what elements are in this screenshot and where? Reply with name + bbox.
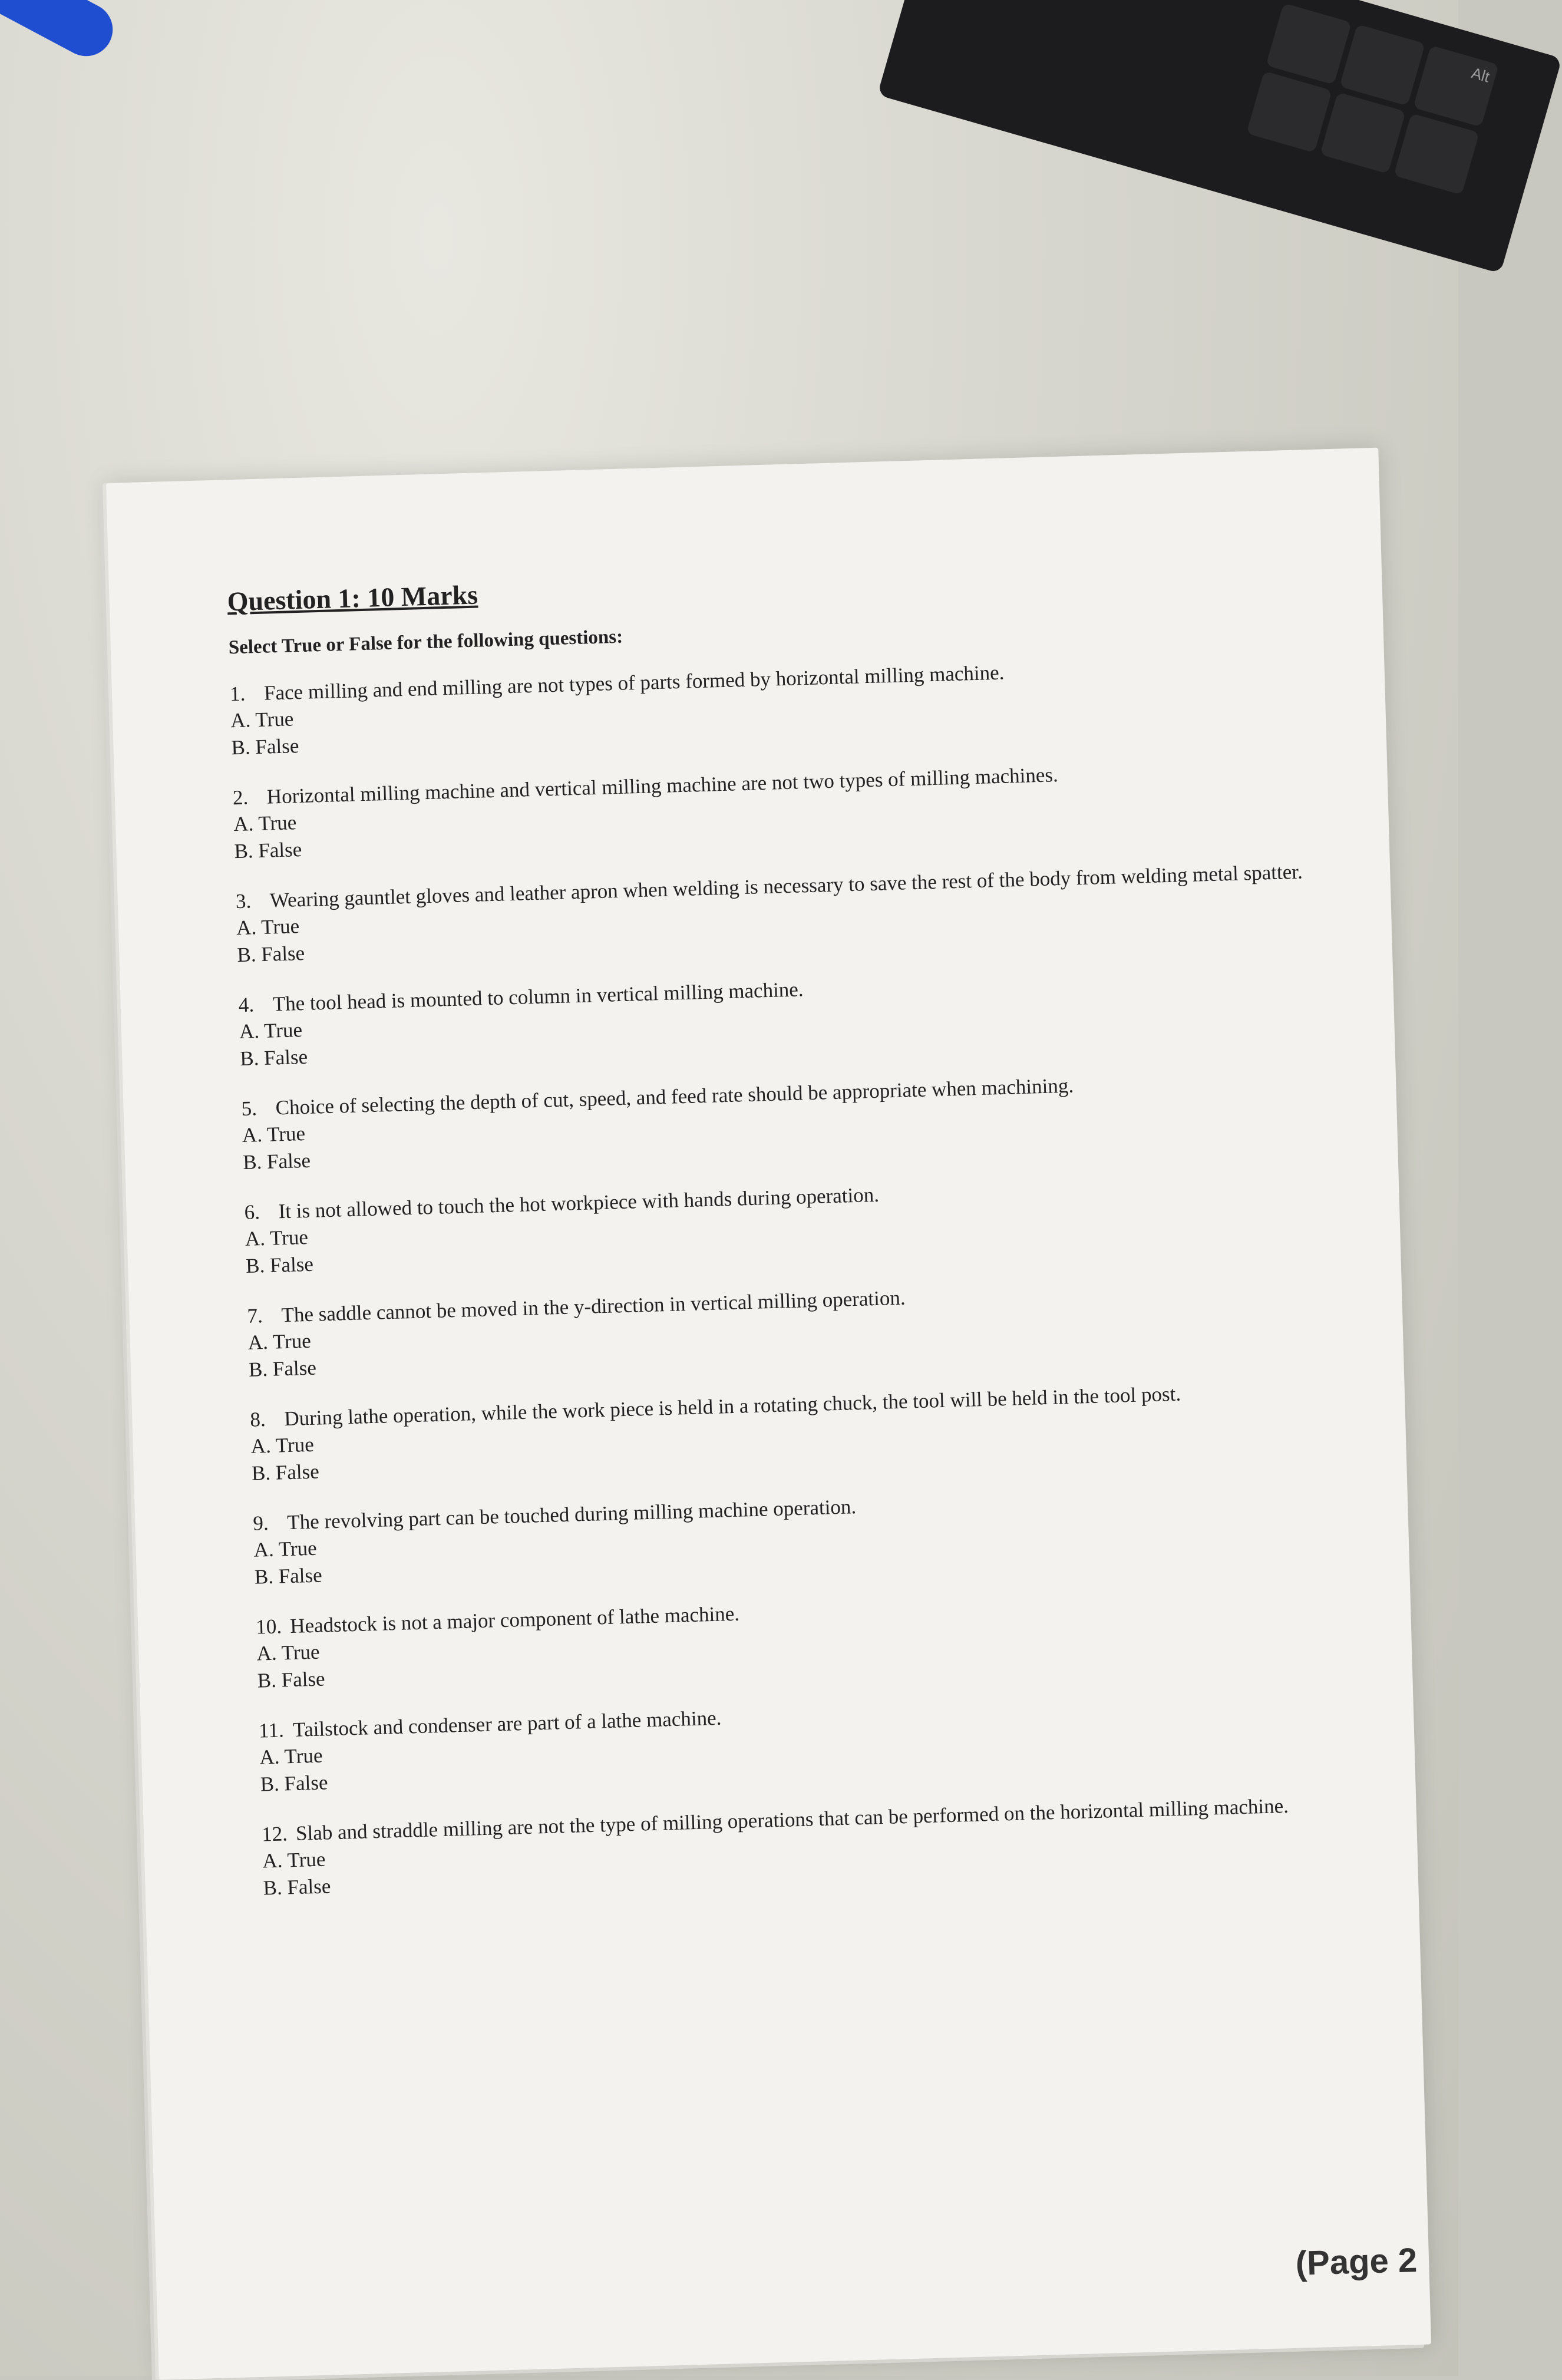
option-true: A. True (239, 1018, 303, 1044)
question-text: Wearing gauntlet gloves and leather apron when welding is necessary to save the rest of the body from welding metal spatter. (269, 860, 1303, 912)
question-text: Choice of selecting the depth of cut, speed, and feed rate should be appropriate when machining. (275, 1074, 1074, 1120)
question-number: 10. (255, 1615, 282, 1639)
option-false: B. False (242, 1148, 311, 1174)
option-false: B. False (239, 1045, 308, 1071)
question-number: 1. (229, 682, 246, 706)
question-item (229, 650, 1350, 761)
question-number: 11. (258, 1718, 285, 1742)
question-item (250, 1376, 1371, 1487)
question-text: Tailstock and condenser are part of a lathe machine. (292, 1706, 722, 1741)
question-item (262, 1790, 1383, 1902)
keyboard-key (1266, 3, 1352, 85)
option-true: A. True (233, 811, 297, 836)
option-true: A. True (230, 707, 294, 732)
question-list (229, 650, 1382, 1902)
option-true: A. True (236, 915, 300, 940)
option-true: A. True (262, 1847, 326, 1873)
option-false: B. False (260, 1771, 328, 1796)
question-number: 5. (241, 1097, 257, 1120)
option-false: B. False (236, 941, 305, 967)
question-item (244, 1168, 1365, 1280)
option-false: B. False (245, 1252, 314, 1278)
option-true: A. True (256, 1640, 321, 1665)
question-number: 7. (247, 1304, 263, 1328)
keyboard-key (1246, 71, 1332, 153)
instruction-text: Select True or False for the following questions: (228, 626, 623, 659)
option-false: B. False (248, 1356, 317, 1381)
question-item (253, 1480, 1374, 1591)
exam-paper (106, 448, 1431, 2380)
question-item (256, 1583, 1377, 1695)
question-item (232, 754, 1353, 865)
question-number: 9. (252, 1511, 269, 1535)
question-text: Headstock is not a major component of lathe machine. (289, 1602, 740, 1638)
option-false: B. False (231, 734, 299, 760)
question-number: 12. (261, 1822, 288, 1846)
option-false: B. False (254, 1563, 323, 1589)
question-number: 8. (249, 1408, 266, 1431)
option-false: B. False (257, 1667, 326, 1692)
keyboard-key (1339, 24, 1425, 106)
question-text: The tool head is mounted to column in vertical milling machine. (272, 978, 804, 1016)
question-number: 3. (235, 889, 252, 913)
option-true: A. True (247, 1329, 312, 1354)
question-text: Face milling and end milling are not types of parts formed by horizontal milling machine. (263, 661, 1005, 705)
question-item (235, 857, 1356, 969)
question-item (259, 1687, 1380, 1798)
option-true: A. True (259, 1744, 323, 1769)
option-false: B. False (263, 1874, 331, 1900)
option-true: A. True (253, 1536, 318, 1562)
keyboard-key (1320, 92, 1406, 174)
question-item (238, 961, 1359, 1072)
question-heading: Question 1: 10 Marks (226, 579, 478, 617)
question-text: The revolving part can be touched during milling machine operation. (286, 1495, 857, 1534)
question-text: The saddle cannot be moved in the y-direction in vertical milling operation. (280, 1286, 906, 1327)
question-number: 2. (232, 785, 249, 810)
option-false: B. False (251, 1460, 320, 1485)
question-text: Slab and straddle milling are not the type of milling operations that can be performed on the horizontal milling machine. (295, 1794, 1289, 1845)
question-number: 6. (244, 1200, 260, 1224)
option-true: A. True (242, 1122, 306, 1147)
exam-content (227, 554, 1383, 1925)
option-true: A. True (245, 1225, 309, 1250)
page-number: (Page 2 (1294, 2241, 1418, 2283)
question-text: During lathe operation, while the work piece is held in a rotating chuck, the tool will be held in the tool post. (283, 1382, 1181, 1431)
option-false: B. False (233, 837, 302, 863)
question-text: It is not allowed to touch the hot workpiece with hands during operation. (278, 1183, 880, 1223)
question-item (241, 1065, 1362, 1176)
question-text: Horizontal milling machine and vertical milling machine are not two types of milling machines. (266, 763, 1059, 808)
keyboard-key-alt: Alt (1413, 45, 1499, 127)
keyboard-key (1393, 113, 1480, 195)
question-number: 4. (238, 993, 255, 1017)
option-true: A. True (250, 1432, 315, 1458)
question-item (247, 1272, 1368, 1384)
